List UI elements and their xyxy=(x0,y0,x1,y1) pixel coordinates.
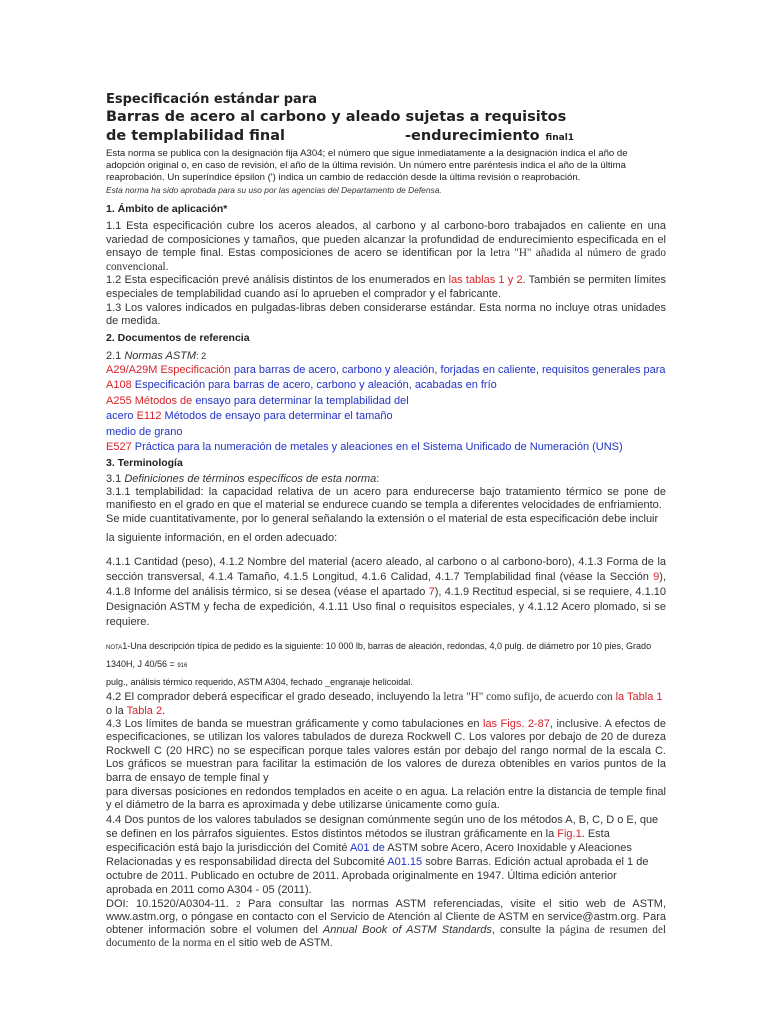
ref-a255-label: Métodos de xyxy=(134,394,193,407)
footnote-2-text-2: , consulte la xyxy=(491,923,555,936)
para-2-1-num: 2.1 xyxy=(106,349,122,362)
para-4-1-text-2: ), 4.1.8 Informe del análisis térmico, si se desea (véase el apartado xyxy=(106,570,667,598)
footnote-2-marker: 2 xyxy=(236,899,241,909)
annual-book-title: Annual Book of ASTM Standards xyxy=(322,923,492,936)
para-1-2 xyxy=(106,274,666,301)
ref-a255-title-end: acero xyxy=(106,410,134,423)
ref-e112-title: Métodos de ensayo para determinar el tamaño xyxy=(164,410,393,423)
reference-a255 xyxy=(106,394,666,441)
document-page xyxy=(106,92,666,950)
note-1 xyxy=(106,638,666,690)
section-1-title: 1. Ámbito de aplicación* xyxy=(106,203,228,215)
para-3-1-colon: : xyxy=(376,472,380,485)
para-2-1 xyxy=(106,349,666,363)
link-e112[interactable]: E112 xyxy=(136,410,162,423)
footnote-2-end: sitio web de ASTM. xyxy=(238,936,333,949)
para-1-1-serif: letra "H" añadida al número de grado convencional. xyxy=(106,247,666,273)
para-3-1-2: Se mide cuantitativamente, por lo general señalando la extensión o el material de esta especificación debe incluir xyxy=(106,512,659,525)
para-3-1 xyxy=(106,472,666,486)
link-a255[interactable]: A255 xyxy=(106,394,132,407)
standard-title-line3 xyxy=(106,127,666,148)
link-committee-a01[interactable]: A01 de xyxy=(349,841,385,854)
para-3-1-3: la siguiente información, en el orden adecuado: xyxy=(106,531,338,544)
para-3-1-italic: Definiciones de términos específicos de esta norma xyxy=(124,472,377,485)
designation-notice: Esta norma se publica con la designación fija A304; el número que sigue inmediatamente a la designación indica el año de adopción original o, en caso de revisión, el año de la última revisión. Un número entre paréntesis indica el año de la última reaprobación. Un superíndice épsilon (') indica un cambio de redacción desde la última revisión o reaprobación. xyxy=(106,148,628,183)
para-1-2-text: 1.2 Esta especificación prevé análisis distintos de los enumerados en xyxy=(106,274,446,287)
link-subcommittee-a0115[interactable]: A01.15 xyxy=(387,855,423,868)
para-1-1 xyxy=(106,220,666,274)
link-tabla-1[interactable]: Tabla 1 xyxy=(627,690,663,703)
para-4-1-text: 4.1.1 Cantidad (peso), 4.1.2 Nombre del material (acero aleado, al carbono o al carbono-boro), 4.1.3 Forma de la sección transversal, 4.1.4 Tamaño, 4.1.5 Longitud, 4.1.6 Calidad, 4.1.7 Templabilidad final (véase la Sección xyxy=(106,555,666,583)
para-4-4-text-3: ASTM sobre Acero, Acero Inoxidable y Aleaciones Relacionadas y es responsabilidad directa del Subcomité xyxy=(106,841,632,868)
link-fig-1[interactable]: Fig.1 xyxy=(557,827,582,840)
link-tables-1-2[interactable]: las tablas 1 y 2 xyxy=(448,274,523,287)
ref-e112-title-end: medio de grano xyxy=(106,425,183,438)
note-label: NOTA xyxy=(106,644,123,651)
title-part-a: de templabilidad final xyxy=(106,128,285,144)
link-apartado-7[interactable]: 7 xyxy=(428,585,435,598)
para-2-1-suffix: : 2 xyxy=(196,350,207,361)
para-4-4 xyxy=(106,813,666,897)
link-a29[interactable]: A29/A29M xyxy=(106,363,158,376)
note-1-fraction: 916 xyxy=(177,662,188,669)
para-4-1-text-3: ), 4.1.9 Rectitud especial, si se requiere, 4.1.10 Designación ASTM y fecha de expedición, 4.1.11 Uso final o requisitos especiales, y 4.1.12 Acero plomado, si se requiere. xyxy=(106,585,667,628)
para-4-3-text-2: , inclusive. A efectos de especificaciones, se utilizan los valores tabulados de dureza Rockwell C. Los valores por debajo de 20 de dureza Rockwell C (20 HRC) no se especifican porque tales valores están por debajo del rango normal de la escala C. Los gráficos se muestran para facilitar la estimación de los valores de dureza obtenibles en varios puntos de la barra de ensayo de temple final y xyxy=(106,717,666,784)
standard-title-line2: Barras de acero al carbono y aleado sujetas a requisitos xyxy=(106,109,567,125)
section-3-title: 3. Terminología xyxy=(106,456,183,469)
reference-a29 xyxy=(106,363,666,394)
para-3-1-num: 3.1 xyxy=(106,472,122,485)
reference-e527 xyxy=(106,440,666,456)
para-4-2-serif: la letra "H" como sufijo, de acuerdo con xyxy=(432,690,613,703)
para-4-4-text-2: . Esta especificación está bajo la jurisdicción del Comité xyxy=(106,827,610,854)
footnote-marker-final1: final1 xyxy=(545,133,575,143)
para-4-2-or: o la xyxy=(106,704,124,717)
link-section-9[interactable]: 9 xyxy=(653,570,660,583)
ref-a255-title: ensayo para determinar la templabilidad del xyxy=(195,394,409,407)
para-1-3: 1.3 Los valores indicados en pulgadas-libras deben considerarse estándar. Esta norma no incluye otras unidades de medida. xyxy=(106,301,666,328)
para-4-2-la: la xyxy=(615,690,625,703)
link-figs-2-87[interactable]: las Figs. 2-87 xyxy=(483,717,550,730)
ref-a108-title: Especificación para barras de acero, carbono y aleación, acabadas en frío xyxy=(134,379,497,392)
para-4-3-cont: para diversas posiciones en redondos templados en aceite o en agua. La relación entre la distancia de temple final y el diámetro de la barra es aproximada y debe utilizarse únicamente como guía. xyxy=(106,785,666,812)
para-4-3 xyxy=(106,718,666,786)
para-4-2 xyxy=(106,690,666,718)
title-part-b: -endurecimiento xyxy=(404,128,540,144)
note-1-text: 1-Una descripción típica de pedido es la siguiente: 10 000 lb, barras de aleación, redondas, 4,0 pulg. de diámetro por 10 pies, Grado 1340H, J 40/56 = xyxy=(106,640,652,669)
para-1-2-rest: . También se permiten límites especiales de templabilidad cuando así lo aprueben el comprador y el fabricante. xyxy=(106,274,667,300)
section-2-title: 2. Documentos de referencia xyxy=(106,331,250,344)
link-a108[interactable]: A108 xyxy=(106,379,132,392)
para-4-1 xyxy=(106,555,666,630)
footnote-2-text: Para consultar las normas ASTM referenciadas, visite el sitio web de ASTM, www.astm.org, o póngase en contacto con el Servicio de Atención al Cliente de ASTM en service@astm.org. Para obtener información sobre el volumen del xyxy=(106,897,667,936)
standard-title-line1: Especificación estándar para xyxy=(106,92,317,107)
defense-approval-notice: Esta norma ha sido aprobada para su uso por las agencias del Departamento de Defensa. xyxy=(106,185,442,195)
footnote-2-serif: página de resumen del documento de la norma en el xyxy=(106,923,667,949)
ref-e527-title: Práctica para la numeración de metales y aleaciones en el Sistema Unificado de Numeración (UNS) xyxy=(134,441,623,454)
ref-a29-label: Especificación xyxy=(160,363,231,376)
note-1-text-2: pulg., análisis térmico requerido, ASTM A304, fechado xyxy=(106,676,323,687)
link-tabla-2[interactable]: Tabla 2 xyxy=(126,704,163,717)
doi-footnote xyxy=(106,898,666,950)
para-4-4-text: 4.4 Dos puntos de los valores tabulados se designan comúnmente según uno de los métodos A, B, C, D o E, que se definen en los párrafos siguientes. Estos distintos métodos se ilustran gráficamente en la xyxy=(106,813,659,840)
para-4-2-text: 4.2 El comprador deberá especificar el grado deseado, incluyendo xyxy=(106,690,430,703)
para-2-1-italic: Normas ASTM xyxy=(124,349,197,362)
para-4-4-text-4: sobre Barras. Edición actual aprobada el 1 de octubre de 2011. Publicado en octubre de 2011. Aprobada originalmente en 1947. Última edición anterior aprobada en 2011 como A304 - 05 (2011). xyxy=(106,855,649,896)
ref-a29-title: para barras de acero, carbono y aleación, forjadas en caliente, requisitos generales para xyxy=(233,363,666,376)
para-4-3-text: 4.3 Los límites de banda se muestran gráficamente y como tabulaciones en xyxy=(106,717,480,730)
note-1-text-3: _engranaje helicoidal. xyxy=(325,676,413,687)
para-1-1-text: 1.1 Esta especificación cubre los aceros aleados, al carbono y al carbono-boro trabajados en caliente en una variedad de composiciones y tamaños, que pueden alcanzar la profundidad de endurecimiento especificada en el ensayo de temple final. Estas composiciones de acero se identifican por la xyxy=(106,220,666,260)
para-3-1-1: 3.1.1 templabilidad: la capacidad relativa de un acero para endurecerse bajo tratamiento térmico se pone de manifiesto en el grado en que el material se endurece cuando se templa a diferentes velocidades de enfriamiento. xyxy=(106,485,666,512)
link-e527[interactable]: E527 xyxy=(106,441,132,454)
doi-text: DOI: 10.1520/A0304-11. xyxy=(106,897,229,910)
para-4-2-end: . xyxy=(162,704,166,717)
